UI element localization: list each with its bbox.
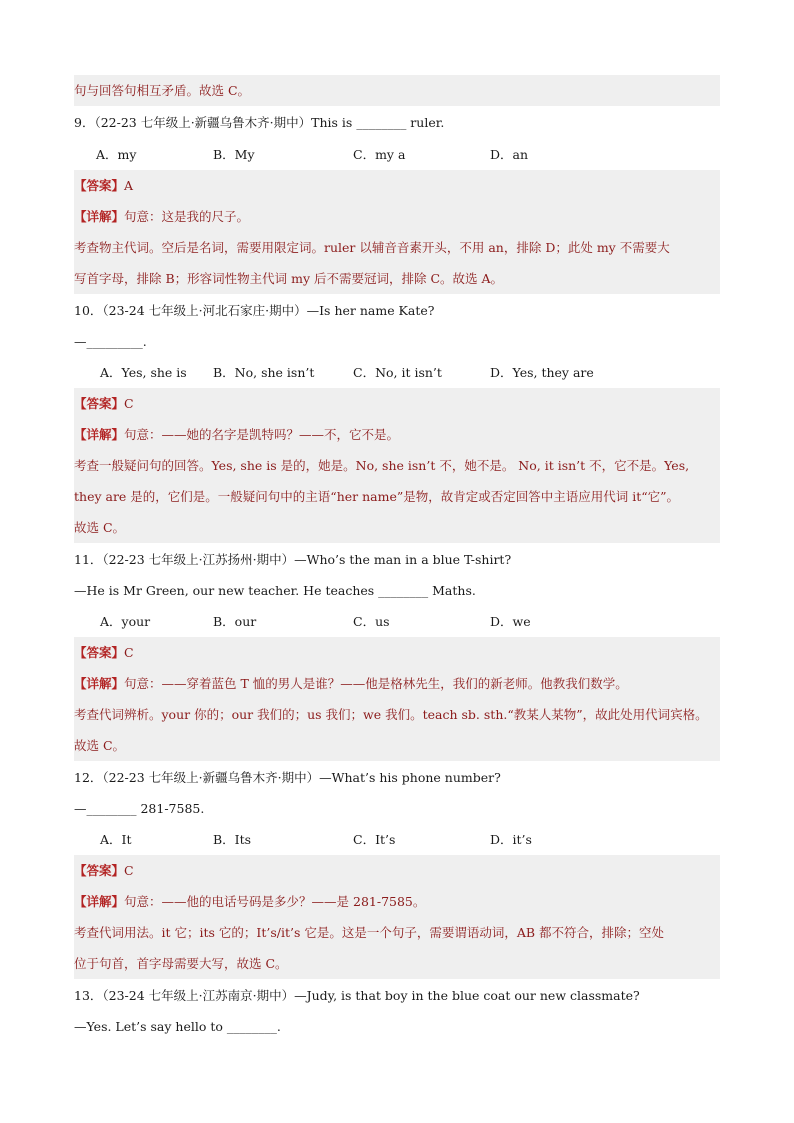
answer-tag: 【答案】 <box>74 396 125 411</box>
detail-11-line-1 <box>74 668 720 699</box>
option-c: C．my a <box>353 147 406 162</box>
options-9 <box>74 139 720 170</box>
answer-value: C <box>124 863 134 878</box>
detail-tag: 【详解】 <box>74 427 125 442</box>
option-a: A．your <box>100 614 151 629</box>
detail-9-line-3: 写首字母，排除 B；形容词性物主代词 my 后不需要冠词，排除 C。故选 A。 <box>74 263 720 294</box>
option-d: D．we <box>490 614 531 629</box>
option-b: B．No, she isn’t <box>213 365 315 380</box>
answer-value: C <box>124 645 134 660</box>
option-d: D．Yes, they are <box>490 365 594 380</box>
answer-tag: 【答案】 <box>74 178 125 193</box>
option-c: C．No, it isn’t <box>353 365 442 380</box>
detail-text: 句意：这是我的尺子。 <box>124 209 250 224</box>
question-11-line-2: —He is Mr Green, our new teacher. He teaches ________ Maths. <box>74 583 476 598</box>
option-b: B．our <box>213 614 257 629</box>
question-11: 11．（22-23 七年级上·江苏扬州·期中）—Who’s the man in a blue T-shirt? <box>74 552 512 567</box>
answer-value: A <box>124 178 134 193</box>
option-c: C．It’s <box>353 832 396 847</box>
detail-11-line-2: 考查代词辨析。your 你的；our 我们的；us 我们；we 我们。teach sb. sth.“教某人某物”，故此处用代词宾格。 <box>74 699 720 730</box>
question-10: 10．（23-24 七年级上·河北石家庄·期中）—Is her name Kate? <box>74 303 435 318</box>
detail-10-line-4: 故选 C。 <box>74 512 720 543</box>
detail-10-line-2: 考查一般疑问句的回答。Yes, she is 是的，她是。No, she isn’t 不，她不是。 No, it isn’t 不，它不是。Yes, <box>74 450 720 481</box>
option-c: C．us <box>353 614 390 629</box>
question-9: 9．（22-23 七年级上·新疆乌鲁木齐·期中）This is ________ ruler. <box>74 115 445 130</box>
answer-9 <box>74 170 720 201</box>
detail-tag: 【详解】 <box>74 209 125 224</box>
option-d: D．it’s <box>490 832 532 847</box>
options-12 <box>74 824 720 855</box>
question-12-line-2: —________ 281-7585. <box>74 801 205 816</box>
detail-11-line-3: 故选 C。 <box>74 730 720 761</box>
options-11 <box>74 606 720 637</box>
detail-tag: 【详解】 <box>74 676 125 691</box>
options-10 <box>74 357 720 388</box>
option-b: B．Its <box>213 832 252 847</box>
detail-text: 句意：——穿着蓝色 T 恤的男人是谁？——他是格林先生，我们的新老师。他教我们数学。 <box>124 676 628 691</box>
detail-12-line-2: 考查代词用法。it 它；its 它的；It’s/it’s 它是。这是一个句子，需要谓语动词，AB 都不符合，排除；空处 <box>74 917 720 948</box>
detail-text: 句意：——她的名字是凯特吗？——不，它不是。 <box>124 427 400 442</box>
option-b: B．My <box>213 147 255 162</box>
option-d: D．an <box>490 147 529 162</box>
option-a: A．my <box>96 147 137 162</box>
previous-answer-tail: 句与回答句相互矛盾。故选 C。 <box>74 75 720 106</box>
detail-text: 句意：——他的电话号码是多少？——是 281-7585。 <box>124 894 426 909</box>
answer-value: C <box>124 396 134 411</box>
answer-11 <box>74 637 720 668</box>
answer-12 <box>74 855 720 886</box>
option-a: A．Yes, she is <box>100 365 187 380</box>
answer-tag: 【答案】 <box>74 645 125 660</box>
option-a: A．It <box>100 832 132 847</box>
question-12: 12．（22-23 七年级上·新疆乌鲁木齐·期中）—What’s his phone number? <box>74 770 501 785</box>
detail-10-line-1 <box>74 419 720 450</box>
detail-9-line-2: 考查物主代词。空后是名词，需要用限定词。ruler 以辅音音素开头，不用 an，排除 D；此处 my 不需要大 <box>74 232 720 263</box>
answer-10 <box>74 388 720 419</box>
detail-9-line-1 <box>74 201 720 232</box>
question-13: 13．（23-24 七年级上·江苏南京·期中）—Judy, is that boy in the blue coat our new classmate? <box>74 988 640 1003</box>
detail-12-line-1 <box>74 886 720 917</box>
question-13-line-2: —Yes. Let’s say hello to ________. <box>74 1019 281 1034</box>
answer-tag: 【答案】 <box>74 863 125 878</box>
detail-10-line-3: they are 是的，它们是。一般疑问句中的主语“her name”是物，故肯定或否定回答中主语应用代词 it“它”。 <box>74 481 720 512</box>
question-10-line-2: —_________. <box>74 334 147 349</box>
detail-tag: 【详解】 <box>74 894 125 909</box>
detail-12-line-3: 位于句首，首字母需要大写，故选 C。 <box>74 948 720 979</box>
